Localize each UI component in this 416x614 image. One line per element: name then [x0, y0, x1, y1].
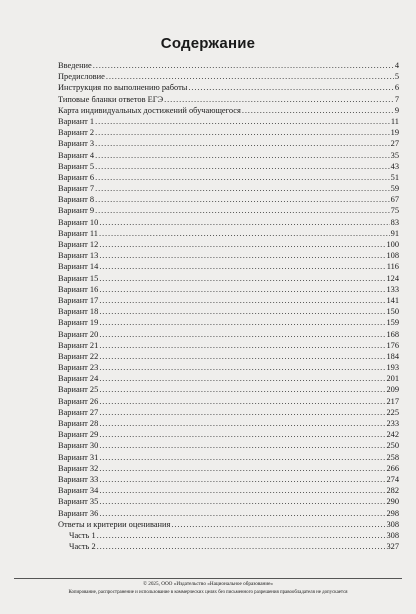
toc-entry-page: 124: [386, 273, 399, 283]
toc-entry-page: 298: [386, 508, 399, 518]
toc-entry: [58, 116, 399, 127]
toc-entry: [58, 205, 399, 216]
toc-entry-page: 116: [386, 262, 399, 272]
footer-notice: Копирование, распространение и использование в коммерческих целях без письменного разрешения правообладателя не допускается: [68, 590, 348, 595]
toc-entry: [58, 94, 399, 105]
toc-entry-page: 266: [386, 463, 399, 473]
toc-leader-dots: [164, 94, 394, 105]
toc-entry-title: Вариант 15: [58, 273, 99, 283]
toc-entry-page: 168: [386, 329, 399, 339]
toc-entry: [58, 295, 399, 306]
toc-entry-title: Карта индивидуальных достижений обучающегося: [58, 105, 241, 115]
toc-entry: [58, 351, 399, 362]
toc-leader-dots: [99, 329, 385, 340]
toc-entry: [58, 530, 399, 541]
toc-entry-page: 141: [386, 295, 399, 305]
toc-leader-dots: [95, 150, 390, 161]
toc-leader-dots: [242, 105, 394, 116]
toc-entry-page: 250: [386, 441, 399, 451]
toc-entry: [58, 273, 399, 284]
toc-entry: [58, 161, 399, 172]
toc-entry-title: Вариант 32: [58, 463, 99, 473]
toc-entry: [58, 217, 399, 228]
toc-entry-title: Вариант 22: [58, 351, 99, 361]
toc-entry-title: Вариант 26: [58, 396, 99, 406]
toc-entry-page: 108: [386, 251, 399, 261]
toc-entry: [58, 373, 399, 384]
toc-leader-dots: [95, 172, 390, 183]
toc-entry-title: Вариант 11: [58, 228, 98, 238]
toc-entry: [58, 105, 399, 116]
toc-entry-title: Вариант 3: [58, 139, 95, 149]
toc-leader-dots: [99, 317, 385, 328]
toc-entry-page: 209: [386, 385, 399, 395]
toc-leader-dots: [188, 82, 393, 93]
toc-entry-page: 9: [394, 105, 399, 115]
toc-leader-dots: [95, 138, 390, 149]
toc-entry: [58, 138, 399, 149]
toc-leader-dots: [99, 452, 385, 463]
toc-entry-page: 4: [394, 61, 399, 70]
toc-entry-title: Вариант 35: [58, 497, 99, 507]
toc-entry: [58, 127, 399, 138]
toc-entry: [58, 306, 399, 317]
toc-entry-title: Вариант 19: [58, 318, 99, 328]
toc-entry: [58, 340, 399, 351]
toc-entry-title: Инструкция по выполнению работы: [58, 83, 188, 93]
toc-entry-title: Вариант 34: [58, 486, 99, 496]
toc-entry-page: 51: [390, 172, 399, 182]
toc-entry: [58, 384, 399, 395]
toc-leader-dots: [99, 261, 385, 272]
toc-entry-page: 91: [390, 228, 399, 238]
toc-leader-dots: [99, 239, 385, 250]
toc-entry: [58, 407, 399, 418]
toc-leader-dots: [95, 161, 390, 172]
toc-entry-title: Ответы и критерии оценивания: [58, 519, 171, 529]
toc-entry-page: 176: [386, 340, 399, 350]
toc-entry-title: Вариант 14: [58, 262, 99, 272]
toc-leader-dots: [99, 440, 385, 451]
footer-divider: [14, 578, 402, 579]
toc-leader-dots: [99, 407, 385, 418]
toc-entry: [58, 284, 399, 295]
toc-entry-page: 217: [386, 396, 399, 406]
toc-entry-title: Вариант 5: [58, 161, 95, 171]
toc-entry: [58, 362, 399, 373]
toc-entry-title: Вариант 28: [58, 419, 99, 428]
toc-entry-page: 258: [386, 452, 399, 462]
toc-entry-page: 308: [386, 519, 399, 529]
toc-entry-title: Вариант 17: [58, 295, 99, 305]
toc-entry-page: 282: [386, 486, 399, 496]
toc-entry-title: Введение: [58, 61, 92, 70]
toc-entry-page: 274: [386, 474, 399, 484]
toc-leader-dots: [97, 530, 386, 541]
toc-leader-dots: [99, 228, 390, 239]
toc-entry-title: Вариант 9: [58, 206, 95, 216]
toc-entry-page: 184: [386, 351, 399, 361]
toc-entry-title: Вариант 7: [58, 184, 95, 194]
toc-entry: [58, 463, 399, 474]
toc-entry: [58, 82, 399, 93]
toc-leader-dots: [95, 183, 390, 194]
toc-leader-dots: [99, 485, 385, 496]
toc-leader-dots: [97, 541, 386, 552]
toc-entry-title: Вариант 18: [58, 307, 99, 317]
toc-entry: [58, 261, 399, 272]
toc-entry: [58, 329, 399, 340]
toc-entry-title: Вариант 33: [58, 474, 99, 484]
toc-entry-page: 133: [386, 284, 399, 294]
toc-leader-dots: [95, 205, 390, 216]
toc-leader-dots: [99, 284, 385, 295]
toc-leader-dots: [95, 116, 390, 127]
toc-entry-page: 193: [386, 363, 399, 373]
footer-copyright: © 2025, ООО «Издательство «Национальное образование»: [142, 581, 274, 587]
toc-entry-page: 27: [390, 139, 399, 149]
toc-entry: [58, 541, 399, 552]
toc-leader-dots: [99, 340, 385, 351]
toc-entry: [58, 440, 399, 451]
toc-entry: [58, 239, 399, 250]
toc-entry: [58, 496, 399, 507]
toc-entry-page: 201: [386, 374, 399, 384]
toc-entry: [58, 508, 399, 519]
toc-entry-title: Вариант 25: [58, 385, 99, 395]
toc-entry-title: Часть 2: [69, 542, 96, 552]
toc-leader-dots: [99, 250, 385, 261]
toc-entry-page: 225: [386, 407, 399, 417]
toc-entry-page: 5: [394, 72, 399, 82]
toc-leader-dots: [99, 396, 385, 407]
toc-entry: [58, 418, 399, 429]
toc-leader-dots: [99, 384, 385, 395]
toc-leader-dots: [99, 362, 385, 373]
toc-entry: [58, 172, 399, 183]
toc-leader-dots: [99, 217, 389, 228]
toc-entry-title: Вариант 13: [58, 251, 99, 261]
toc-entry-title: Вариант 4: [58, 150, 95, 160]
toc-entry-page: 35: [390, 150, 399, 160]
toc-entry-page: 7: [394, 94, 399, 104]
toc-leader-dots: [99, 463, 385, 474]
toc-entry-page: 100: [386, 240, 399, 249]
toc-leader-dots: [95, 194, 390, 205]
toc-entry: [58, 429, 399, 440]
toc-leader-dots: [99, 295, 385, 306]
toc-entry: [58, 317, 399, 328]
toc-entry-title: Вариант 30: [58, 441, 99, 451]
toc-leader-dots: [99, 306, 385, 317]
toc-entry: [58, 228, 399, 239]
toc-entry-page: 83: [390, 217, 399, 227]
toc-entry-page: 159: [386, 318, 399, 328]
toc-leader-dots: [99, 373, 385, 384]
toc-entry: [58, 150, 399, 161]
toc-leader-dots: [99, 508, 385, 519]
toc-entry-title: Типовые бланки ответов ЕГЭ: [58, 94, 164, 104]
toc-leader-dots: [99, 496, 385, 507]
toc-entry: [58, 183, 399, 194]
toc-entry-title: Вариант 16: [58, 284, 99, 294]
toc-entry-page: 150: [386, 307, 399, 317]
toc-entry-page: 67: [390, 195, 399, 205]
toc-entry-page: 6: [394, 83, 399, 93]
table-of-contents: [58, 60, 399, 552]
toc-leader-dots: [93, 60, 394, 71]
toc-entry-title: Вариант 8: [58, 195, 95, 205]
toc-leader-dots: [99, 351, 385, 362]
toc-entry-title: Вариант 36: [58, 508, 99, 518]
toc-entry-title: Вариант 10: [58, 217, 99, 227]
toc-entry: [58, 71, 399, 82]
toc-entry-title: Вариант 21: [58, 340, 99, 350]
toc-entry-page: 11: [390, 116, 399, 126]
page-title: Содержание: [160, 35, 256, 52]
toc-entry-title: Вариант 6: [58, 172, 95, 182]
toc-entry: [58, 396, 399, 407]
toc-leader-dots: [99, 273, 385, 284]
toc-entry-title: Вариант 2: [58, 128, 95, 138]
toc-entry: [58, 60, 399, 71]
toc-entry-page: 327: [386, 542, 399, 552]
toc-entry-page: 75: [390, 206, 399, 216]
toc-entry-title: Вариант 31: [58, 452, 99, 462]
toc-entry-page: 290: [386, 497, 399, 507]
toc-entry: [58, 485, 399, 496]
toc-entry-title: Часть 1: [69, 530, 96, 540]
toc-leader-dots: [95, 127, 390, 138]
toc-leader-dots: [99, 429, 385, 440]
toc-entry-page: 308: [386, 530, 399, 540]
toc-leader-dots: [171, 519, 385, 530]
toc-entry-title: Предисловие: [58, 72, 105, 82]
toc-entry-title: Вариант 23: [58, 363, 99, 373]
toc-entry-title: Вариант 20: [58, 329, 99, 339]
toc-entry-page: 59: [390, 184, 399, 194]
toc-entry-title: Вариант 27: [58, 407, 99, 417]
toc-entry-title: Вариант 1: [58, 116, 95, 126]
toc-entry: [58, 452, 399, 463]
toc-entry-page: 242: [386, 430, 399, 440]
toc-leader-dots: [99, 474, 385, 485]
toc-leader-dots: [106, 71, 394, 82]
toc-entry-title: Вариант 24: [58, 374, 99, 384]
toc-entry: [58, 474, 399, 485]
toc-entry-page: 19: [390, 128, 399, 138]
toc-entry-page: 233: [386, 419, 399, 428]
toc-leader-dots: [99, 418, 385, 429]
toc-entry-page: 43: [390, 161, 399, 171]
toc-entry: [58, 519, 399, 530]
toc-entry: [58, 250, 399, 261]
toc-entry-title: Вариант 29: [58, 430, 99, 440]
toc-entry-title: Вариант 12: [58, 240, 99, 249]
toc-entry: [58, 194, 399, 205]
